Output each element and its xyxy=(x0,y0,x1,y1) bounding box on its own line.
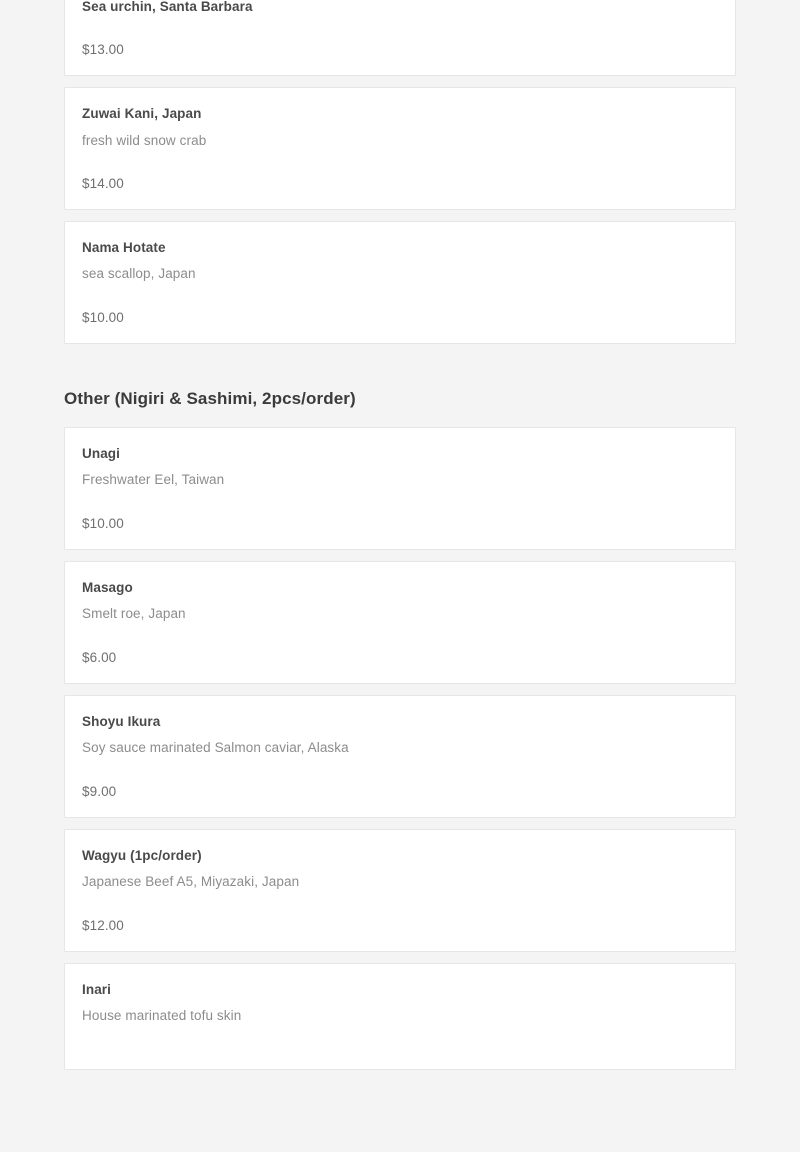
menu-section-other xyxy=(0,355,800,1069)
section-heading: Other (Nigiri & Sashimi, 2pcs/order) xyxy=(64,389,356,409)
menu-item-name: Zuwai Kani, Japan xyxy=(82,106,202,122)
menu-item-description: fresh wild snow crab xyxy=(82,132,207,148)
menu-item-description: Soy sauce marinated Salmon caviar, Alaska xyxy=(82,740,349,756)
menu-item-card[interactable] xyxy=(64,963,736,1070)
menu-item-description: Freshwater Eel, Taiwan xyxy=(82,472,225,488)
menu-item-description: Japanese Beef A5, Miyazaki, Japan xyxy=(82,874,300,890)
menu-item-price: $10.00 xyxy=(82,310,124,326)
menu-item-name: Masago xyxy=(82,580,133,596)
menu-item-price: $10.00 xyxy=(82,515,124,531)
menu-item-card[interactable] xyxy=(64,829,736,952)
menu-item-card[interactable] xyxy=(64,427,736,550)
menu-item-price: $6.00 xyxy=(82,649,117,665)
menu-item-name: Shoyu Ikura xyxy=(82,714,161,730)
menu-item-card[interactable] xyxy=(64,561,736,684)
menu-item-price: $14.00 xyxy=(82,176,124,192)
menu-item-name: Wagyu (1pc/order) xyxy=(82,847,202,863)
menu-item-card[interactable] xyxy=(64,87,736,210)
menu-item-name: Sea urchin, Santa Barbara xyxy=(82,0,253,14)
menu-item-card[interactable] xyxy=(64,0,736,76)
menu-item-name: Nama Hotate xyxy=(82,240,166,256)
menu-item-description: sea scallop, Japan xyxy=(82,266,196,282)
menu-item-price: $12.00 xyxy=(82,917,124,933)
menu-item-price: $9.00 xyxy=(82,783,117,799)
menu-item-description: Smelt roe, Japan xyxy=(82,606,186,622)
menu-item-price: $13.00 xyxy=(82,42,124,58)
menu-item-card[interactable] xyxy=(64,221,736,344)
menu-section-continued xyxy=(0,0,800,344)
menu-item-name: Unagi xyxy=(82,446,121,462)
menu-item-description: House marinated tofu skin xyxy=(82,1008,242,1024)
menu-item-name: Inari xyxy=(82,981,112,997)
menu-item-card[interactable] xyxy=(64,695,736,818)
